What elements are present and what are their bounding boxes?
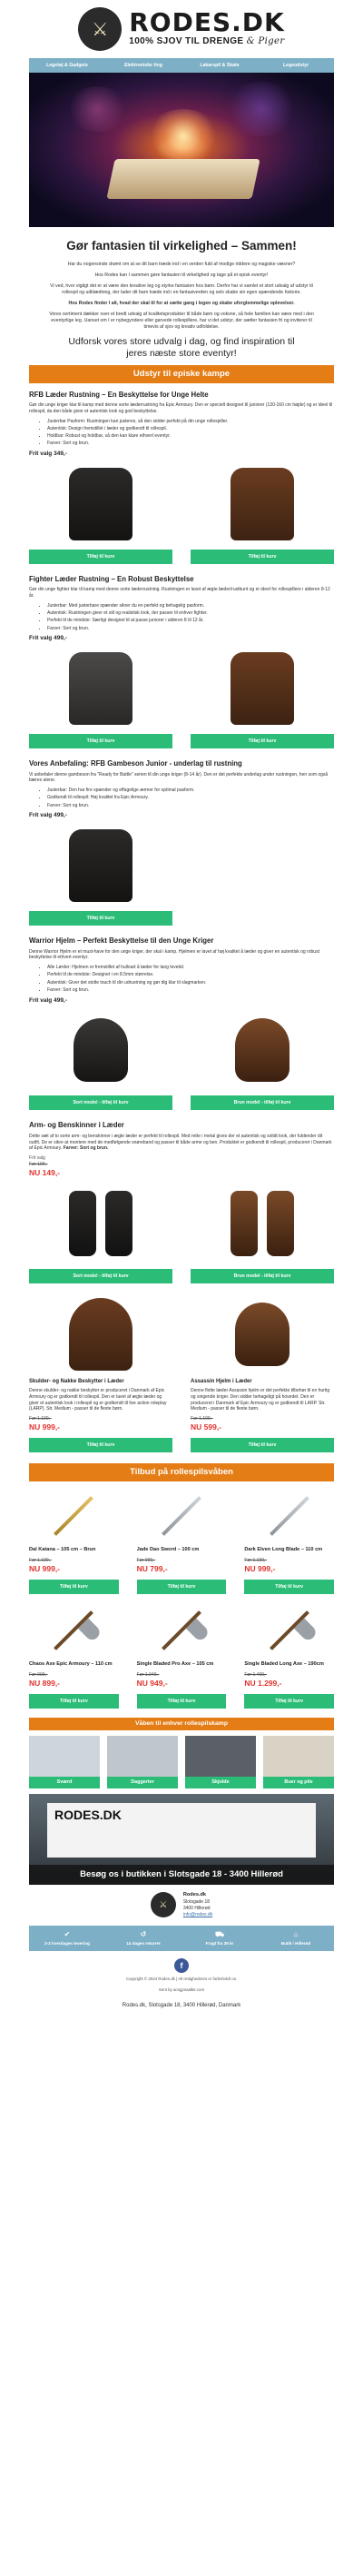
old-price: Før 1.199,- xyxy=(244,1558,268,1563)
product-section xyxy=(0,391,363,564)
category-shields[interactable] xyxy=(185,1736,256,1788)
long-blade-icon xyxy=(270,1497,309,1537)
weapon-card xyxy=(137,1603,227,1709)
new-price: NU 1.299,- xyxy=(244,1678,282,1688)
product-title[interactable]: Single Bladed Pro Axe – 105 cm xyxy=(136,1661,214,1668)
old-price: Før 1.199,- xyxy=(191,1416,213,1422)
axe-head-icon xyxy=(186,1619,211,1643)
list-item: • Perfekt til de mindste: Særligt designet til at passe juniorer i alderen 8 til 12 år. xyxy=(47,618,334,624)
product-image[interactable] xyxy=(137,1489,227,1543)
dao-sword-icon xyxy=(162,1497,201,1537)
bracer-icon xyxy=(231,1191,258,1256)
bracer-icon xyxy=(267,1191,294,1256)
product-image[interactable] xyxy=(29,1603,119,1658)
product-image[interactable] xyxy=(191,1294,334,1374)
new-price: NU 899,- xyxy=(29,1678,61,1688)
product-desc: Denne skulder- og nakke beskytter er produceret i Danmark af Epic Armoury og er godkendt til rollespil. Den er lavet af ægte læder og giver et autentisk look i rollespil og er godkendt til live action roleplay (LARP). Str. Medium - passer til de fleste børn. xyxy=(29,1388,167,1412)
list-item: • Perfekt til de mindste: Designet i en 8.5mm størrelse. xyxy=(47,972,334,978)
add-to-cart-button[interactable]: Tilføj til kurv xyxy=(29,1694,119,1709)
hero-cloud xyxy=(225,82,298,136)
feature-item xyxy=(258,1926,334,1951)
section-band-armor: Udstyr til episke kampe xyxy=(29,365,334,383)
price-block xyxy=(29,1558,119,1574)
intro-p5: Vores sortiment dækker over et bredt udvalg af kvalitetsprodukter til både børn og voksne, så hele familien kan være med i den eventyrlige leg. Uanset om I er nybegyndere eller garvede rollespillere, har vi det udstyr, der sætter fantasien fri og inviterer til timevis af sjov og kreativ udfoldelse. xyxy=(49,312,314,331)
product-desc: Gør din unge kriger klar til kamp med denne sorte læderrustning fra Epic Armoury. Den er specielt designet til juniorer (130-160 cm højde) og er ideel til rollespil, da den både giver et autentisk look og god beskyttelse. xyxy=(29,402,333,414)
hero-image[interactable] xyxy=(29,73,334,227)
product-image[interactable] xyxy=(29,1184,172,1263)
product-image[interactable] xyxy=(29,826,172,906)
add-to-cart-button[interactable]: Tilføj til kurv xyxy=(137,1694,227,1709)
list-item: • Farver: Sort og brun. xyxy=(47,626,334,632)
product-title[interactable]: Dal Katana – 105 cm – Brun xyxy=(29,1547,96,1553)
product-image[interactable] xyxy=(244,1489,334,1543)
product-title[interactable]: Single Bladed Long Axe – 190cm xyxy=(244,1661,324,1668)
store-icon: ⌂ xyxy=(293,1929,299,1938)
brand xyxy=(129,7,285,48)
intro-p1: Har du nogensinde drømt om at se dit barn træde ind i en verden fuld af modige riddere og magiske væsner? xyxy=(67,262,296,268)
add-to-cart-button[interactable]: Sort model - tilføj til kurv xyxy=(29,1095,172,1110)
product-title[interactable]: Vores Anbefaling: RFB Gambeson Junior - underlag til rustning xyxy=(29,759,242,768)
new-price: NU 949,- xyxy=(136,1678,168,1688)
price-label: Frit valg 349,- xyxy=(29,451,67,458)
price-block xyxy=(244,1672,334,1689)
old-price: Før 1.199,- xyxy=(29,1416,52,1422)
product-image[interactable] xyxy=(191,1184,334,1263)
add-to-cart-button[interactable]: Tilføj til kurv xyxy=(137,1580,227,1594)
product-title[interactable]: Assassin Hjelm i Læder xyxy=(191,1379,252,1385)
list-item: • Autentisk: Design fremstillet i læder og godkendt til rollespil. xyxy=(47,426,334,432)
add-to-cart-button[interactable]: Tilføj til kurv xyxy=(191,734,334,748)
add-to-cart-button[interactable]: Tilføj til kurv xyxy=(29,1438,172,1452)
weapon-card xyxy=(29,1603,119,1709)
category-bows[interactable] xyxy=(263,1736,334,1788)
product-section xyxy=(0,575,363,748)
weapon-card xyxy=(29,1489,119,1594)
facebook-icon[interactable]: f xyxy=(174,1958,189,1973)
new-price: NU 999,- xyxy=(29,1563,61,1573)
add-to-cart-button[interactable]: Tilføj til kurv xyxy=(29,550,172,564)
product-image[interactable] xyxy=(191,464,334,544)
feature-list xyxy=(29,603,334,632)
category-swords[interactable] xyxy=(29,1736,100,1788)
add-to-cart-button[interactable]: Tilføj til kurv xyxy=(29,911,172,926)
price-block xyxy=(191,1416,334,1432)
price-block xyxy=(29,1155,334,1178)
product-title[interactable]: Arm- og Benskinner i Læder xyxy=(29,1121,124,1130)
category-row xyxy=(0,1736,363,1788)
list-item: • Godkendt til rollespil: Høj kvalitet fra Epic Armoury. xyxy=(47,795,334,801)
old-price: Før 1.499,- xyxy=(244,1671,268,1678)
helmet-icon xyxy=(235,1018,289,1082)
armor-vest-icon xyxy=(231,652,294,725)
product-desc xyxy=(29,1134,334,1152)
nav-item-electronics[interactable]: Elektroniske ting xyxy=(124,63,162,68)
nav-item-skate[interactable]: Lakarspil & Skate xyxy=(200,63,240,68)
address-block xyxy=(0,1892,363,1918)
axe-icon xyxy=(162,1610,201,1650)
add-to-cart-button[interactable]: Brun model - tilføj til kurv xyxy=(191,1269,334,1283)
tagline-amp: & Piger xyxy=(246,36,285,47)
list-item: • Alle Lørder: Hjelmen er fremstillet af hulloart å læder for lang levetid. xyxy=(47,965,334,971)
pauldron-icon xyxy=(69,1298,132,1371)
weapon-card xyxy=(244,1603,334,1709)
section-band-categories: Våben til enhver rollespilskamp xyxy=(29,1718,334,1730)
footer-address: Rodes.dk, Slotsgade 18, 3400 Hillerød, Danmark xyxy=(122,2002,241,2008)
add-to-cart-button[interactable]: Tilføj til kurv xyxy=(191,1438,334,1452)
copyright: Copyright © 2024 Rodes.dk | Alt rettighederes er forbeholdt os. xyxy=(125,1976,238,1981)
intro-p3: Vi ved, hvor vigtigt det er at være den kreative leg og styrke fantasien hos børn. Derfor har vi samlet et stort udvalg af udstyr til rollespil og udklædning, der lader dit barn træde ind i en fantasiverden og selv skabe sin egen spændende historie. xyxy=(50,283,313,296)
address-name: Rodes.dk xyxy=(182,1891,207,1897)
product-title[interactable]: Warrior Hjelm – Perfekt Beskyttelse til den Unge Kriger xyxy=(29,936,214,946)
hero-cloud xyxy=(65,86,129,132)
new-price: NU 599,- xyxy=(191,1422,222,1432)
nav-item-equipment[interactable]: Legeudstyr xyxy=(283,63,309,68)
new-price: NU 799,- xyxy=(136,1563,168,1573)
add-to-cart-button[interactable]: Tilføj til kurv xyxy=(29,734,172,748)
product-title[interactable]: Fighter Læder Rustning – En Robust Beskyttelse xyxy=(29,574,194,583)
product-image[interactable] xyxy=(29,649,172,728)
page-headline: Gør fantasien til virkelighed – Sammen! xyxy=(66,239,297,253)
price-block xyxy=(244,1558,334,1574)
intro-p4: Hos Rodes finder I alt, hvad der skal til for at sætte gang i legen og skabe uforglemmelige oplevelser. xyxy=(68,301,295,307)
feature-item xyxy=(182,1926,258,1951)
sent-by: Sent by acejgmaaller.com xyxy=(158,1986,205,1992)
product-section xyxy=(0,1121,363,1283)
product-section xyxy=(0,936,363,1110)
product-pair xyxy=(0,1294,363,1452)
price-block xyxy=(29,1416,172,1432)
list-item: • Justerbar Pasform: Rustningen kan justeres, så den sidder perfekt på din unge rollespiller. xyxy=(47,419,334,425)
axe-head-icon xyxy=(78,1619,103,1643)
logo-icon[interactable]: ⚔ xyxy=(78,7,122,51)
category-label: Daggerter xyxy=(107,1777,178,1788)
address-city: 3400 Hillerød xyxy=(182,1905,211,1911)
armor-vest-icon xyxy=(69,652,132,725)
feature-list xyxy=(29,419,334,448)
new-price: NU 149,- xyxy=(29,1167,61,1177)
price-label: Frit valg 499,- xyxy=(29,996,67,1004)
header xyxy=(0,0,363,58)
product-title[interactable]: Dark Elven Long Blade – 110 cm xyxy=(244,1547,323,1553)
weapons-grid xyxy=(0,1489,363,1709)
feature-label: 14 dages returret xyxy=(126,1940,161,1946)
brand-name: RODES.DK xyxy=(129,7,285,38)
address-street: Slotsgade 18 xyxy=(182,1898,211,1905)
category-label: Buer og pile xyxy=(263,1777,334,1788)
product-image[interactable] xyxy=(191,1010,334,1090)
price-prefix: Frit valg xyxy=(29,1155,45,1162)
list-item: • Farver: Sort og brun. xyxy=(47,441,334,447)
list-item: • Justerbar: Med justerbare spænder sikrer du en perfekt og behagelig pasform. xyxy=(47,603,334,609)
axe-head-icon xyxy=(294,1619,319,1643)
email-link[interactable]: info@rodes.dk xyxy=(182,1911,213,1917)
old-price: Før 1.199,- xyxy=(29,1558,52,1563)
sub-headline: Udforsk vores store udvalg i dag, og find inspiration til jeres næste store eventyr! xyxy=(68,336,295,359)
intro-text xyxy=(0,262,363,331)
add-to-cart-button[interactable]: Tilføj til kurv xyxy=(244,1694,334,1709)
new-price: NU 999,- xyxy=(244,1563,276,1573)
price-label: Frit valg 499,- xyxy=(29,635,67,642)
axe-icon xyxy=(54,1610,93,1650)
bracer-icon xyxy=(105,1191,132,1256)
gambeson-icon xyxy=(69,829,132,902)
intro-p2: Hos Rodes kan I sammen gøre fantasien til virkelighed og tage på et episk eventyr! xyxy=(94,272,269,279)
add-to-cart-button[interactable]: Tilføj til kurv xyxy=(191,550,334,564)
new-price: NU 999,- xyxy=(29,1422,61,1432)
feature-list xyxy=(29,965,334,994)
old-price: Før 999,- xyxy=(29,1671,48,1678)
product-section xyxy=(0,759,363,926)
features-bar xyxy=(29,1926,334,1951)
category-label: Skjolde xyxy=(185,1777,256,1788)
list-item: • Farver: Sort og brun. xyxy=(47,987,334,994)
product-image[interactable] xyxy=(29,1489,119,1543)
product-desc: Gør din unge fighter klar til kamp med denne sorte læderrustning. Rustningen er lavet af ægte læder/rustbunt og er ideel for rollespillere i alderen 8-12 år. xyxy=(29,587,330,599)
list-item: • Holdbar: Robust og holdbar, så den kan klare ethvert eventyr. xyxy=(47,433,334,440)
magic-book-icon xyxy=(106,159,260,199)
armor-vest-icon xyxy=(231,468,294,540)
old-price: Før 1.049,- xyxy=(136,1671,160,1678)
category-daggers[interactable] xyxy=(107,1736,178,1788)
product-image[interactable] xyxy=(29,1294,172,1374)
assassin-helmet-icon xyxy=(235,1303,289,1366)
hero-glow xyxy=(147,109,220,163)
price-block xyxy=(137,1672,227,1689)
weapon-card xyxy=(244,1489,334,1594)
product-colors: Farver: Sort og brun. xyxy=(63,1145,109,1152)
armor-vest-icon xyxy=(69,468,132,540)
truck-icon: ⛟ xyxy=(214,1929,225,1938)
social-row xyxy=(0,1958,363,1973)
feature-label: 2-3 hverdages levering xyxy=(44,1940,90,1946)
product-desc: Denne flotte læder Assassin hjelm er det perfekte tilbehør til en hurtig og snigende kriger. Den sidder behageligt på hovedet. Den er produceret i Danmark af Epic Armoury og er godkendt til LARP. Str. Medium - passer til de fleste børn. xyxy=(191,1388,330,1412)
add-to-cart-button[interactable]: Tilføj til kurv xyxy=(244,1580,334,1594)
product-image[interactable] xyxy=(29,464,172,544)
product-title[interactable]: Chaos Axe Epic Armoury – 110 cm xyxy=(29,1661,113,1668)
category-label: Sværd xyxy=(29,1777,100,1788)
add-to-cart-button[interactable]: Tilføj til kurv xyxy=(29,1580,119,1594)
helmet-icon xyxy=(74,1018,128,1082)
logo-icon[interactable]: ⚔ xyxy=(151,1892,176,1917)
main-nav xyxy=(29,58,334,73)
store-sign: RODES.DK xyxy=(54,1807,122,1822)
product-image[interactable] xyxy=(191,649,334,728)
feature-item xyxy=(105,1926,182,1951)
feature-list xyxy=(29,788,334,808)
product-desc: Vi anbefaler denne gambeson fra "Ready for Battle" serien til din unge kriger (8-14 år). Den er det perfekte underlag under rustningen, hen som også bæres alene. xyxy=(29,771,329,784)
return-icon: ↺ xyxy=(140,1929,147,1938)
check-icon: ✔ xyxy=(64,1929,71,1938)
product-title[interactable]: RFB Læder Rustning – En Beskyttelse for Unge Helte xyxy=(29,390,209,399)
product-desc-text: Dette sæt af to sorte arm- og benskinner i ægte læder er perfekt til rollespil. Med rette i metal gives der et autentisk og solidt look, der fuldender dit outfit. De er sikre at montere med de medfølgende snøreband og passer til både arme og ben. Produktet er godkendt til rollespil, produceret i Danmark af Epic Armoury. xyxy=(29,1133,332,1152)
list-item: • Farver: Sort og brun. xyxy=(47,803,334,809)
list-item: • Justerbar: Den har fire spænder og effagelige ærmer for optimal pasform. xyxy=(47,788,334,794)
product-title[interactable]: Skulder- og Nakke Beskytter i Læder xyxy=(29,1379,124,1385)
product-desc: Denne Warrior Hjelm er et must-have for den unge kriger, der skal i kamp. Hjelmen er lavet af høj kvalitet å læder og giver en autentisk og robust beskyttelse til ethvert eventyr. xyxy=(29,948,319,961)
weapon-card xyxy=(137,1489,227,1594)
axe-icon xyxy=(270,1610,309,1650)
product-title[interactable]: Jade Dao Sword – 100 cm xyxy=(136,1547,200,1553)
section-band-weapons: Tilbud på rollespilsvåben xyxy=(29,1463,334,1481)
add-to-cart-button[interactable]: Brun model - tilføj til kurv xyxy=(191,1095,334,1110)
list-item: • Autentisk: Giver det stolte touch til din udrustning og gør dig klar til slagmarken. xyxy=(47,980,334,986)
feature-item xyxy=(29,1926,105,1951)
product-image[interactable] xyxy=(244,1603,334,1658)
bracer-icon xyxy=(69,1191,96,1256)
price-block xyxy=(137,1558,227,1574)
old-price: Før 999,- xyxy=(136,1558,156,1563)
feature-label: Fragt fra 39 kr xyxy=(205,1940,234,1946)
old-price: Før 199,- xyxy=(29,1161,48,1167)
feature-label: Butik i Hillerød xyxy=(280,1940,311,1946)
price-block xyxy=(29,1672,119,1689)
product-image[interactable] xyxy=(29,1010,172,1090)
store-caption: Besøg os i butikken i Slotsgade 18 - 3400 Hillerød xyxy=(29,1865,334,1885)
add-to-cart-button[interactable]: Sort model - tilføj til kurv xyxy=(29,1269,172,1283)
nav-item-gadgets[interactable]: Legetøj & Gadgets xyxy=(46,63,88,68)
katana-icon xyxy=(54,1497,93,1537)
product-image[interactable] xyxy=(137,1603,227,1658)
price-label: Frit valg 499,- xyxy=(29,812,67,819)
list-item: • Autentisk: Rustningen giver et stil og realistisk look, der passer til enhver fighter. xyxy=(47,610,334,617)
brand-tagline xyxy=(129,35,284,48)
store-image[interactable] xyxy=(29,1794,334,1885)
tagline-main: 100% SJOV TIL DRENGE xyxy=(129,36,244,47)
